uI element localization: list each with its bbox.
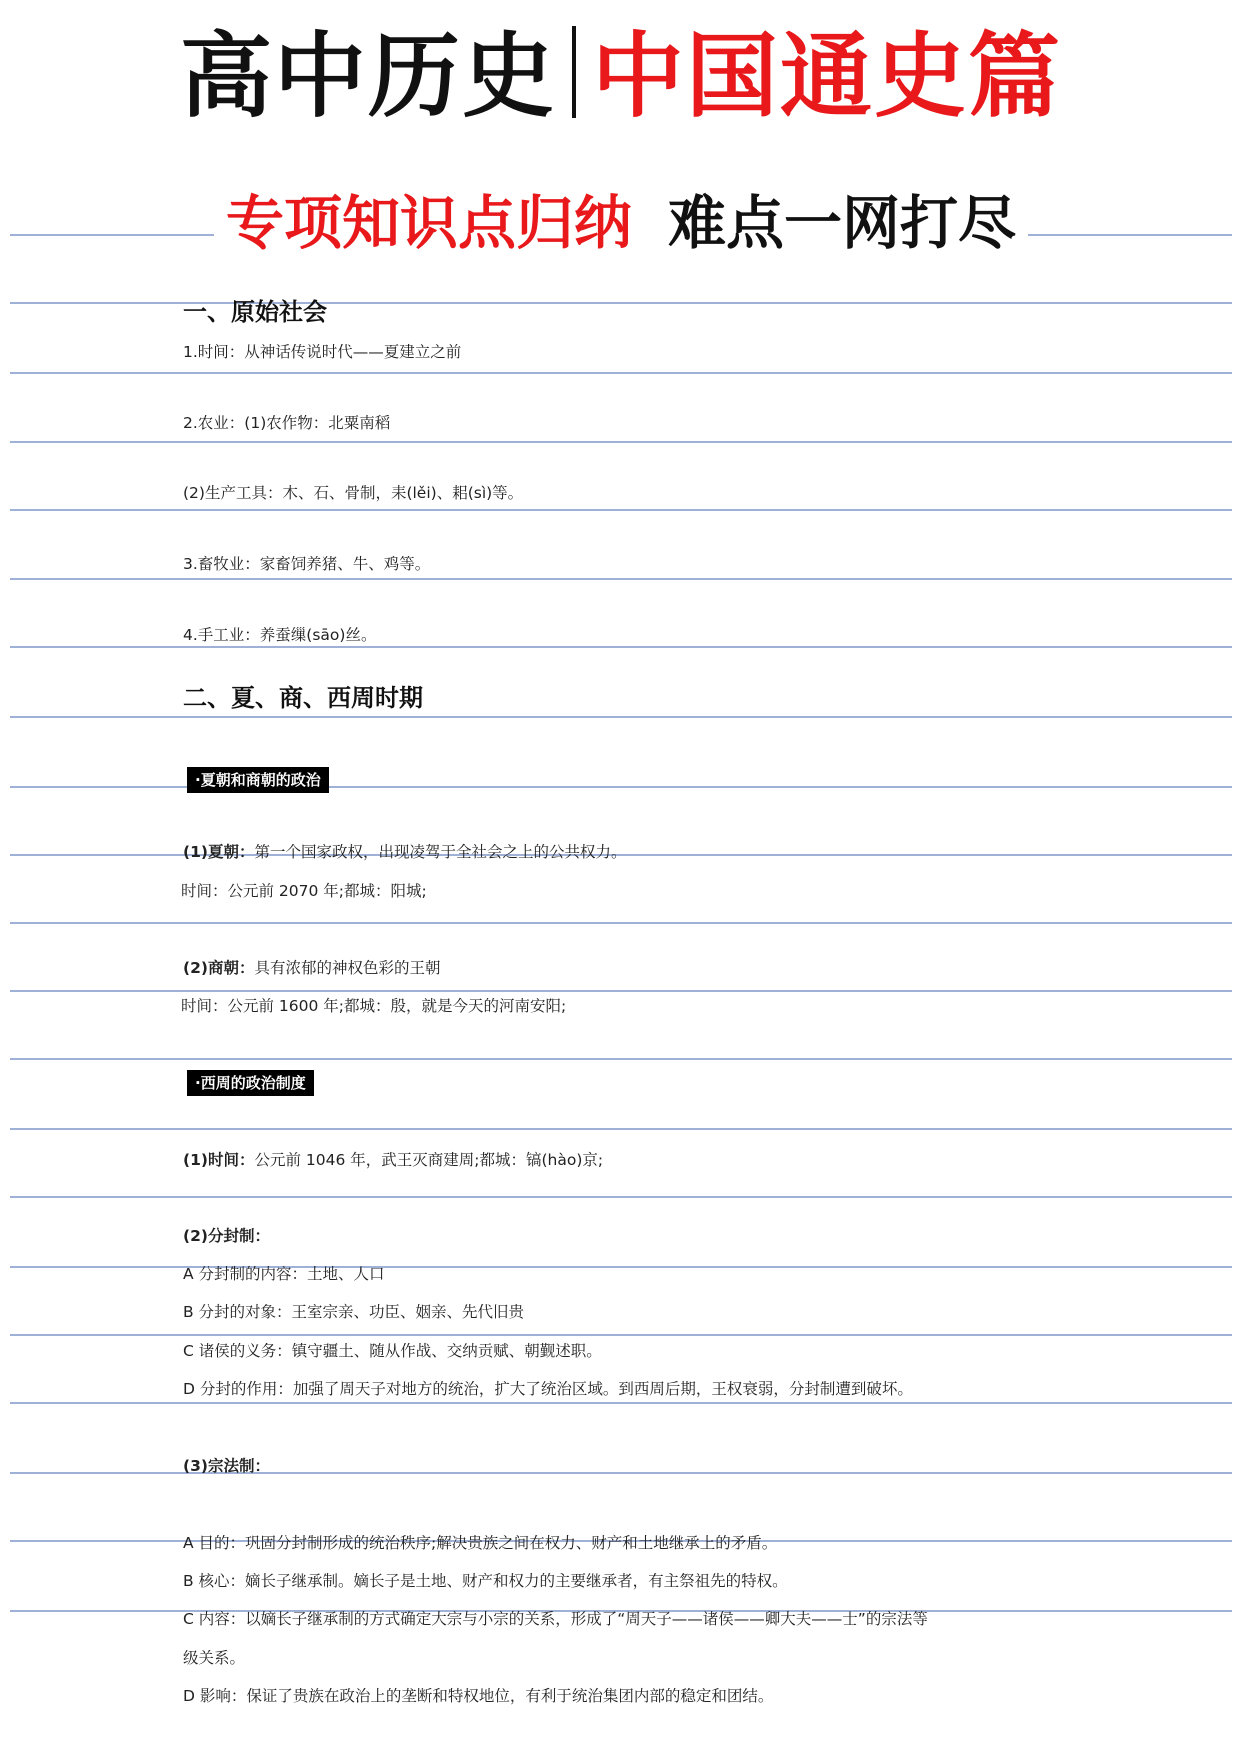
ruled-line: [10, 990, 1232, 992]
subsection-tag: ·夏朝和商朝的政治: [187, 767, 329, 793]
ruled-line: [10, 922, 1232, 924]
list-item: 4.手工业：养蚕缫(sāo)丝。: [183, 626, 377, 644]
item-text: 具有浓郁的神权色彩的王朝: [254, 959, 441, 977]
list-item: A 目的：巩固分封制形成的统治秩序;解决贵族之间在权力、财产和土地继承上的矛盾。: [183, 1534, 778, 1552]
list-item: 1.时间：从神话传说时代——夏建立之前: [183, 343, 462, 361]
list-item: 2.农业：(1)农作物：北粟南稻: [183, 414, 391, 432]
list-item: (2)分封制：: [183, 1227, 270, 1245]
list-item: D 影响：保证了贵族在政治上的垄断和特权地位，有利于统治集团内部的稳定和团结。: [183, 1687, 774, 1705]
list-item: 级关系。: [183, 1649, 246, 1667]
item-label: (1)夏朝：: [183, 843, 255, 861]
ruled-line: [10, 509, 1232, 511]
list-item: B 分封的对象：王室宗亲、功臣、姻亲、先代旧贵: [183, 1303, 525, 1321]
list-item: D 分封的作用：加强了周天子对地方的统治，扩大了统治区域。到西周后期，王权衰弱，分封制遭到破坏。: [183, 1380, 913, 1398]
title-divider: [572, 26, 576, 118]
subtitle-right: 难点一网打尽: [668, 189, 1017, 257]
list-item: 3.畜牧业：家畜饲养猪、牛、鸡等。: [183, 555, 431, 573]
list-item: B 核心：嫡长子继承制。嫡长子是土地、财产和权力的主要继承者，有主祭祖先的特权。: [183, 1572, 788, 1590]
ruled-line: [10, 372, 1232, 374]
list-item: [183, 956, 440, 978]
subsection-tag: ·西周的政治制度: [187, 1070, 314, 1096]
ruled-line: [10, 646, 1232, 648]
list-item: C 内容：以嫡长子继承制的方式确定大宗与小宗的关系，形成了“周天子——诸侯——卿大夫——士”的宗法等: [183, 1610, 928, 1628]
list-item: 时间：公元前 2070 年;都城：阳城;: [181, 882, 427, 900]
list-item: [183, 840, 626, 862]
list-item: 时间：公元前 1600 年;都城：殷，就是今天的河南安阳;: [181, 997, 567, 1015]
list-item: [183, 1148, 603, 1170]
ruled-line: [10, 1196, 1232, 1198]
section-heading: 一、原始社会: [183, 297, 327, 326]
list-item: (2)生产工具：木、石、骨制，耒(lěi)、耜(sì)等。: [183, 484, 524, 502]
title-left: 高中历史: [179, 23, 556, 130]
ruled-line: [10, 1334, 1232, 1336]
ruled-line: [10, 1058, 1232, 1060]
list-item: C 诸侯的义务：镇守疆土、随从作战、交纳贡赋、朝觐述职。: [183, 1342, 602, 1360]
subtitle-left: 专项知识点归纳: [225, 189, 632, 257]
title-right: 中国通史篇: [592, 23, 1063, 130]
page-subtitle: [0, 188, 1242, 258]
item-text: 公元前 1046 年，武王灭商建周;都城：镐(hào)京;: [254, 1151, 604, 1169]
item-label: (1)时间：: [183, 1151, 255, 1169]
item-label: (2)商朝：: [183, 959, 255, 977]
ruled-line: [10, 441, 1232, 443]
ruled-line: [10, 716, 1232, 718]
ruled-line: [10, 1128, 1232, 1130]
list-item: (3)宗法制：: [183, 1457, 270, 1475]
ruled-line: [10, 578, 1232, 580]
section-heading: 二、夏、商、西周时期: [183, 683, 423, 712]
ruled-line: [10, 1402, 1232, 1404]
list-item: A 分封制的内容：土地、人口: [183, 1265, 385, 1283]
page-title: [0, 22, 1242, 132]
item-text: 第一个国家政权，出现凌驾于全社会之上的公共权力。: [254, 843, 627, 861]
